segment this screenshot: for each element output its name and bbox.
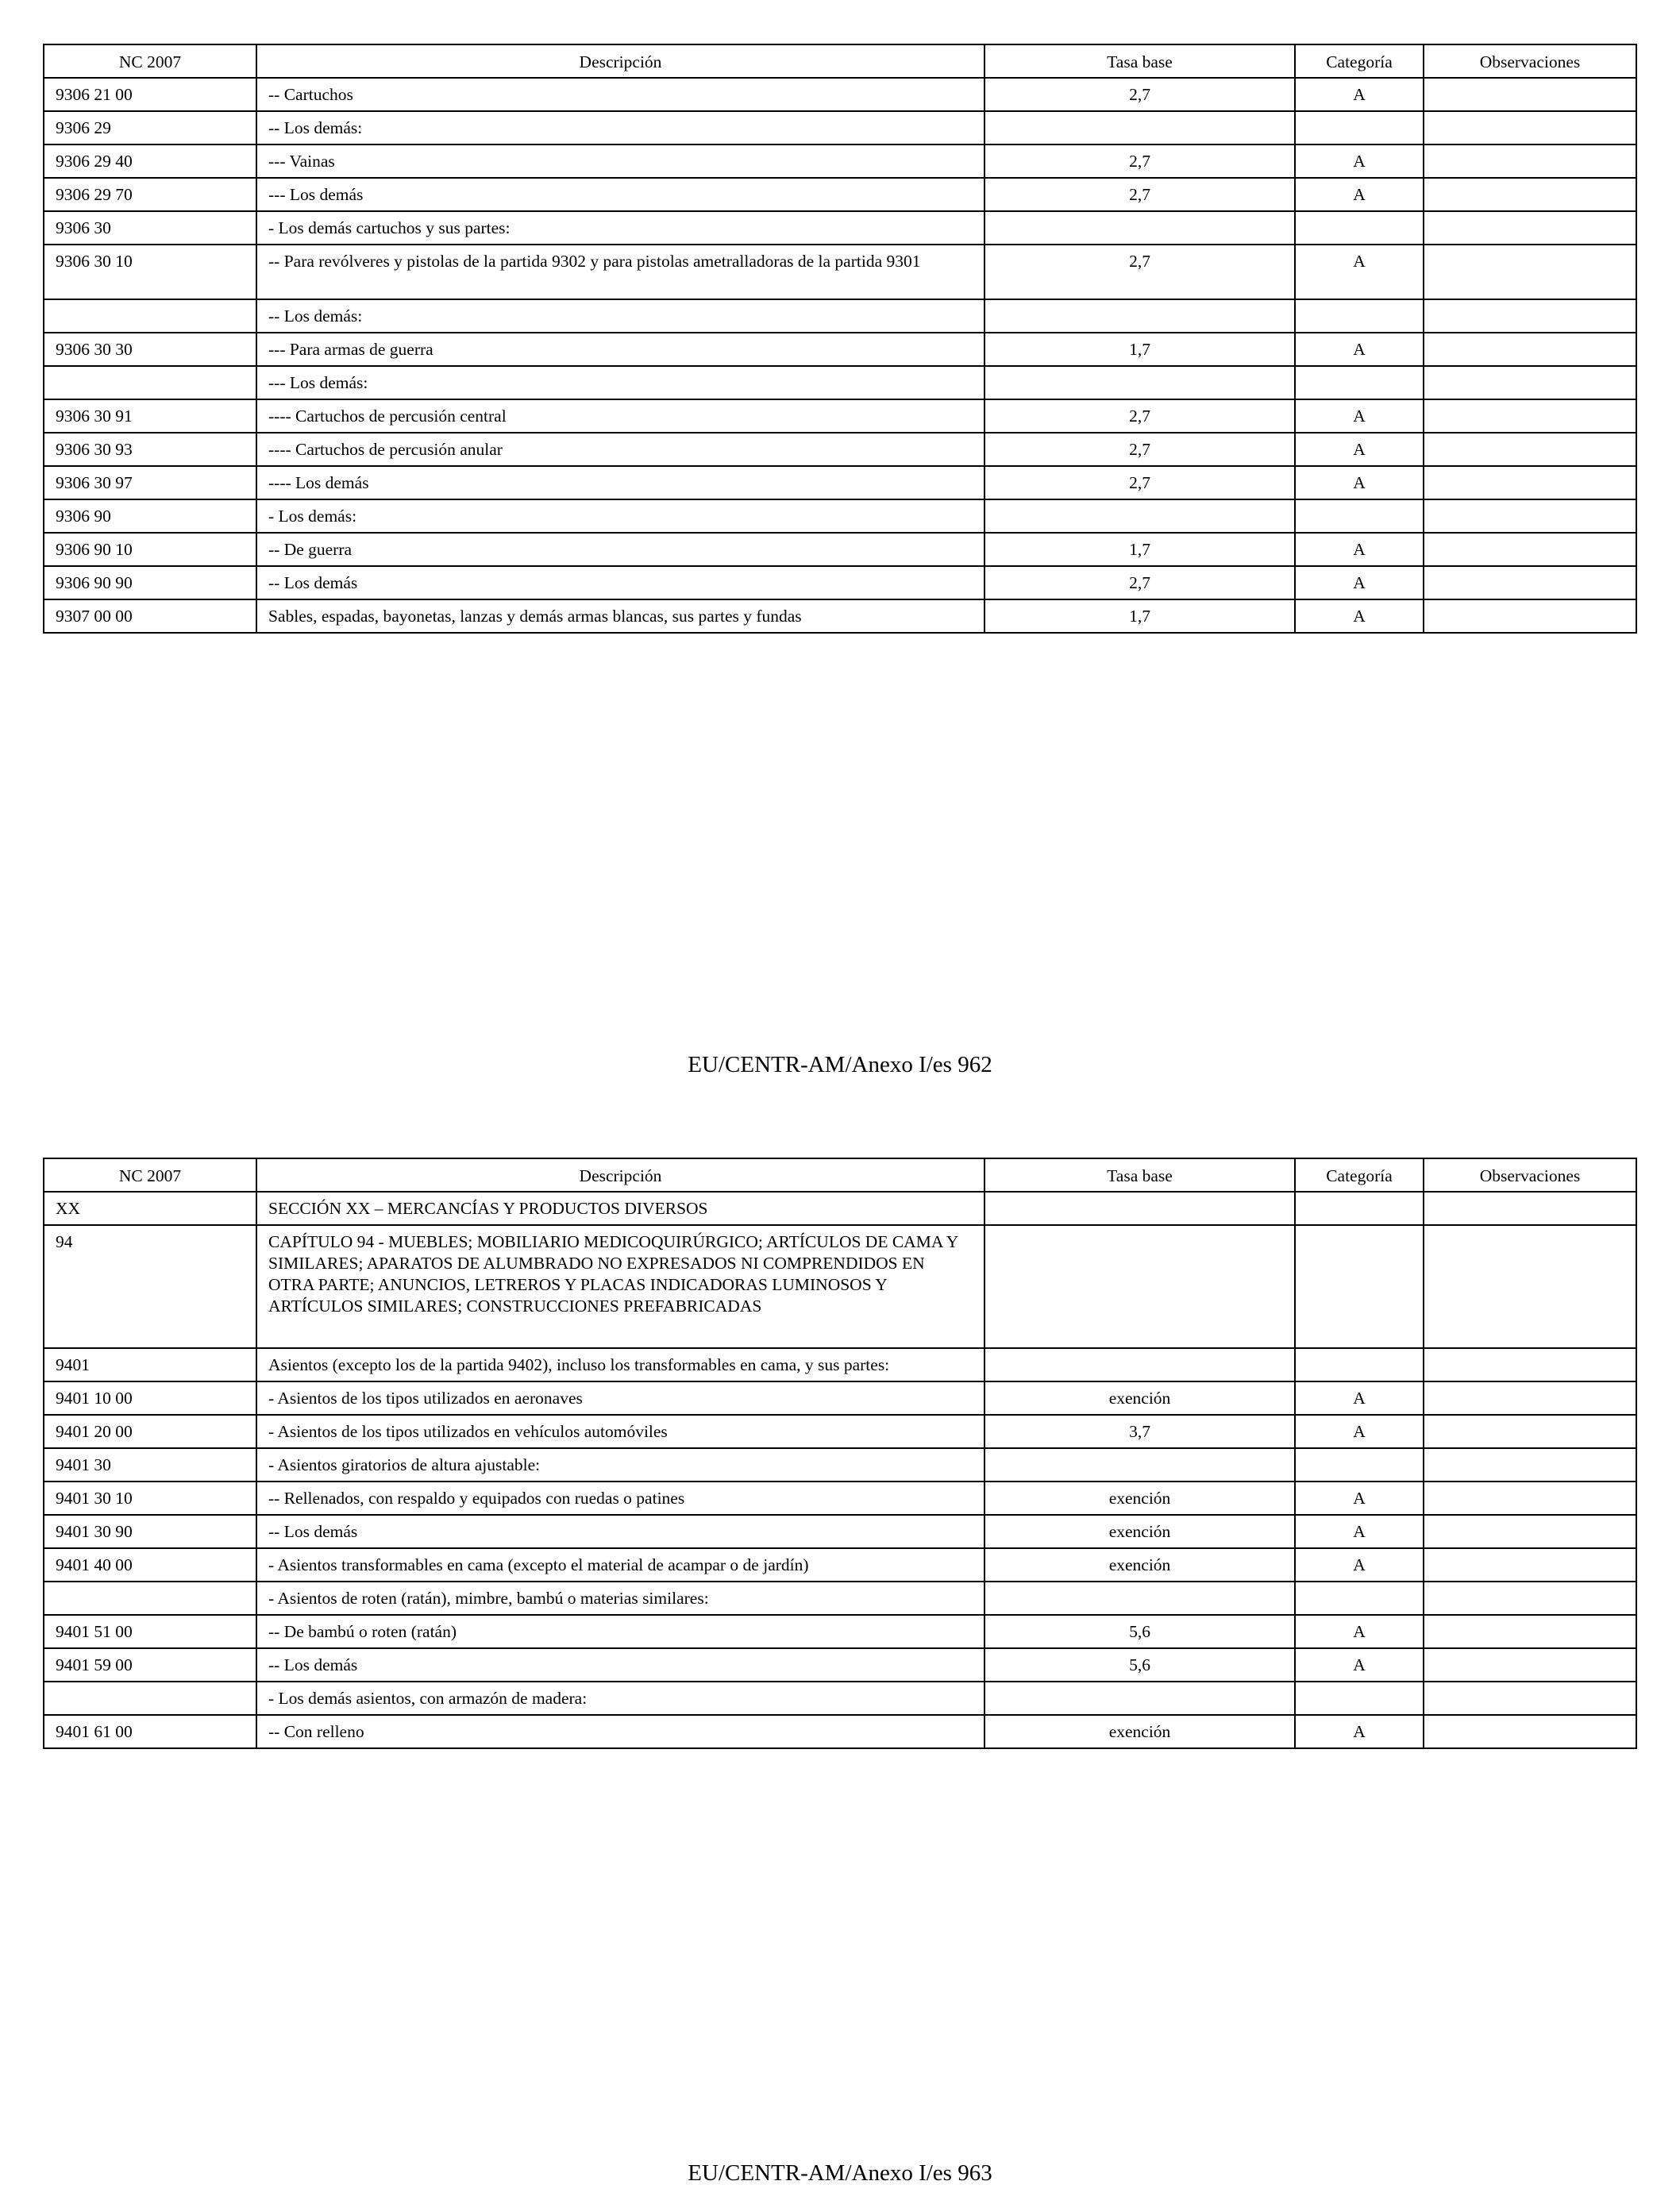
base-rate-cell: 2,7 (984, 566, 1295, 599)
base-rate-cell: 5,6 (984, 1648, 1295, 1682)
header-description: Descripción (256, 1158, 984, 1192)
category-cell: A (1295, 144, 1424, 178)
description-cell: -- De bambú o roten (ratán) (256, 1615, 984, 1648)
base-rate-cell: 2,7 (984, 399, 1295, 433)
header-code: NC 2007 (44, 1158, 256, 1192)
base-rate-cell (984, 1348, 1295, 1381)
description-cell: -- Los demás: (256, 299, 984, 333)
description-cell: -- Los demás: (256, 111, 984, 144)
description-cell: SECCIÓN XX – MERCANCÍAS Y PRODUCTOS DIVERSOS (256, 1192, 984, 1225)
category-cell (1295, 499, 1424, 533)
category-cell: A (1295, 1415, 1424, 1448)
code-cell: 9401 59 00 (44, 1648, 256, 1682)
table-row (44, 499, 1636, 533)
remarks-cell (1424, 144, 1636, 178)
code-cell: 9306 30 97 (44, 466, 256, 499)
remarks-cell (1424, 111, 1636, 144)
header-category: Categoría (1295, 1158, 1424, 1192)
remarks-cell (1424, 1225, 1636, 1348)
table-row (44, 466, 1636, 499)
code-cell: 9306 30 91 (44, 399, 256, 433)
table-row (44, 599, 1636, 633)
remarks-cell (1424, 1548, 1636, 1582)
base-rate-cell: 5,6 (984, 1615, 1295, 1648)
description-cell: -- Cartuchos (256, 78, 984, 111)
code-cell: 9307 00 00 (44, 599, 256, 633)
description-cell: CAPÍTULO 94 - MUEBLES; MOBILIARIO MEDICOQUIRÚRGICO; ARTÍCULOS DE CAMA Y SIMILARES; APARATOS DE ALUMBRADO NO EXPRESADOS NI COMPRENDIDOS EN OTRA PARTE; ANUNCIOS, LETREROS Y PLACAS INDICADORAS LUMINOSOS Y ARTÍCULOS SIMILARES; CONSTRUCCIONES PREFABRICADAS (256, 1225, 984, 1348)
category-cell (1295, 1682, 1424, 1715)
description-cell: ---- Cartuchos de percusión central (256, 399, 984, 433)
code-cell: XX (44, 1192, 256, 1225)
description-cell: --- Para armas de guerra (256, 333, 984, 366)
category-cell (1295, 211, 1424, 245)
category-cell: A (1295, 433, 1424, 466)
code-cell: 9401 10 00 (44, 1381, 256, 1415)
base-rate-cell (984, 1225, 1295, 1348)
table-row (44, 433, 1636, 466)
code-cell: 9401 40 00 (44, 1548, 256, 1582)
description-cell: --- Vainas (256, 144, 984, 178)
page-footer-962: EU/CENTR-AM/Anexo I/es 962 (688, 1052, 992, 1077)
category-cell (1295, 299, 1424, 333)
remarks-cell (1424, 1682, 1636, 1715)
category-cell: A (1295, 466, 1424, 499)
remarks-cell (1424, 333, 1636, 366)
base-rate-cell (984, 499, 1295, 533)
base-rate-cell (984, 1582, 1295, 1615)
code-cell: 9306 29 40 (44, 144, 256, 178)
description-cell: -- Los demás (256, 1648, 984, 1682)
base-rate-cell (984, 1192, 1295, 1225)
tariff-table-page-962 (43, 44, 1637, 634)
table-row (44, 1348, 1636, 1381)
code-cell: 9306 30 (44, 211, 256, 245)
base-rate-cell: 1,7 (984, 533, 1295, 566)
table-row (44, 178, 1636, 211)
description-cell: - Asientos de los tipos utilizados en aeronaves (256, 1381, 984, 1415)
description-cell: --- Los demás (256, 178, 984, 211)
description-cell: - Asientos giratorios de altura ajustable: (256, 1448, 984, 1482)
header-remarks: Observaciones (1424, 1158, 1636, 1192)
description-cell: - Los demás: (256, 499, 984, 533)
base-rate-cell (984, 299, 1295, 333)
remarks-cell (1424, 1381, 1636, 1415)
table-row (44, 533, 1636, 566)
code-cell: 9401 20 00 (44, 1415, 256, 1448)
category-cell: A (1295, 178, 1424, 211)
base-rate-cell: exención (984, 1548, 1295, 1582)
description-cell: - Asientos de roten (ratán), mimbre, bambú o materias similares: (256, 1582, 984, 1615)
base-rate-cell: 1,7 (984, 599, 1295, 633)
base-rate-cell: 2,7 (984, 245, 1295, 299)
table-row (44, 211, 1636, 245)
category-cell: A (1295, 333, 1424, 366)
table-row (44, 1515, 1636, 1548)
code-cell: 9306 90 10 (44, 533, 256, 566)
description-cell: - Los demás cartuchos y sus partes: (256, 211, 984, 245)
table-row (44, 1615, 1636, 1648)
table-row (44, 1582, 1636, 1615)
base-rate-cell: 2,7 (984, 466, 1295, 499)
table-row (44, 1715, 1636, 1748)
table-row (44, 78, 1636, 111)
description-cell: - Asientos transformables en cama (excepto el material de acampar o de jardín) (256, 1548, 984, 1582)
description-cell: -- Para revólveres y pistolas de la partida 9302 y para pistolas ametralladoras de la partida 9301 (256, 245, 984, 299)
description-cell: -- Los demás (256, 566, 984, 599)
remarks-cell (1424, 466, 1636, 499)
remarks-cell (1424, 433, 1636, 466)
code-cell: 9306 29 (44, 111, 256, 144)
code-cell: 94 (44, 1225, 256, 1348)
category-cell: A (1295, 1381, 1424, 1415)
header-category: Categoría (1295, 44, 1424, 78)
base-rate-cell: 2,7 (984, 178, 1295, 211)
code-cell (44, 366, 256, 399)
category-cell (1295, 111, 1424, 144)
remarks-cell (1424, 1515, 1636, 1548)
table-header-row (44, 44, 1636, 78)
remarks-cell (1424, 533, 1636, 566)
base-rate-cell: 2,7 (984, 78, 1295, 111)
base-rate-cell: exención (984, 1482, 1295, 1515)
header-description: Descripción (256, 44, 984, 78)
description-cell: -- Con relleno (256, 1715, 984, 1748)
base-rate-cell: exención (984, 1515, 1295, 1548)
description-cell: ---- Cartuchos de percusión anular (256, 433, 984, 466)
table-row (44, 1448, 1636, 1482)
code-cell: 9306 90 90 (44, 566, 256, 599)
remarks-cell (1424, 1648, 1636, 1682)
remarks-cell (1424, 1615, 1636, 1648)
category-cell: A (1295, 1615, 1424, 1648)
category-cell (1295, 1192, 1424, 1225)
remarks-cell (1424, 1448, 1636, 1482)
code-cell: 9401 30 90 (44, 1515, 256, 1548)
table-row (44, 399, 1636, 433)
table-row (44, 333, 1636, 366)
remarks-cell (1424, 1582, 1636, 1615)
description-cell: - Asientos de los tipos utilizados en vehículos automóviles (256, 1415, 984, 1448)
remarks-cell (1424, 366, 1636, 399)
category-cell: A (1295, 566, 1424, 599)
table-row (44, 111, 1636, 144)
category-cell (1295, 1225, 1424, 1348)
table-row (44, 144, 1636, 178)
base-rate-cell: 2,7 (984, 144, 1295, 178)
base-rate-cell: 1,7 (984, 333, 1295, 366)
table-row (44, 245, 1636, 299)
table-row (44, 566, 1636, 599)
code-cell (44, 299, 256, 333)
remarks-cell (1424, 1482, 1636, 1515)
category-cell: A (1295, 1482, 1424, 1515)
table-row (44, 299, 1636, 333)
code-cell: 9401 51 00 (44, 1615, 256, 1648)
code-cell: 9401 30 10 (44, 1482, 256, 1515)
remarks-cell (1424, 78, 1636, 111)
category-cell (1295, 1582, 1424, 1615)
category-cell: A (1295, 599, 1424, 633)
header-code: NC 2007 (44, 44, 256, 78)
category-cell: A (1295, 1548, 1424, 1582)
base-rate-cell (984, 111, 1295, 144)
table-row (44, 1682, 1636, 1715)
table-row (44, 1225, 1636, 1348)
category-cell: A (1295, 245, 1424, 299)
base-rate-cell: 3,7 (984, 1415, 1295, 1448)
code-cell: 9306 29 70 (44, 178, 256, 211)
category-cell: A (1295, 1515, 1424, 1548)
code-cell: 9306 21 00 (44, 78, 256, 111)
category-cell: A (1295, 78, 1424, 111)
category-cell: A (1295, 1648, 1424, 1682)
description-cell: -- Los demás (256, 1515, 984, 1548)
table-row (44, 1548, 1636, 1582)
description-cell: Asientos (excepto los de la partida 9402), incluso los transformables en cama, y sus partes: (256, 1348, 984, 1381)
remarks-cell (1424, 245, 1636, 299)
code-cell (44, 1582, 256, 1615)
description-cell: - Los demás asientos, con armazón de madera: (256, 1682, 984, 1715)
code-cell: 9401 61 00 (44, 1715, 256, 1748)
base-rate-cell: exención (984, 1715, 1295, 1748)
code-cell: 9306 30 93 (44, 433, 256, 466)
code-cell: 9401 (44, 1348, 256, 1381)
description-cell: Sables, espadas, bayonetas, lanzas y demás armas blancas, sus partes y fundas (256, 599, 984, 633)
table-row (44, 366, 1636, 399)
remarks-cell (1424, 211, 1636, 245)
remarks-cell (1424, 299, 1636, 333)
remarks-cell (1424, 178, 1636, 211)
remarks-cell (1424, 1192, 1636, 1225)
base-rate-cell: exención (984, 1381, 1295, 1415)
category-cell: A (1295, 1715, 1424, 1748)
description-cell: ---- Los demás (256, 466, 984, 499)
base-rate-cell: 2,7 (984, 433, 1295, 466)
description-cell: --- Los demás: (256, 366, 984, 399)
header-base-rate: Tasa base (984, 44, 1295, 78)
table-row (44, 1415, 1636, 1448)
base-rate-cell (984, 1682, 1295, 1715)
category-cell: A (1295, 399, 1424, 433)
page-footer-963: EU/CENTR-AM/Anexo I/es 963 (688, 2160, 992, 2186)
category-cell (1295, 1348, 1424, 1381)
category-cell (1295, 366, 1424, 399)
remarks-cell (1424, 399, 1636, 433)
table-row (44, 1648, 1636, 1682)
remarks-cell (1424, 599, 1636, 633)
base-rate-cell (984, 366, 1295, 399)
category-cell: A (1295, 533, 1424, 566)
table-row (44, 1381, 1636, 1415)
table-row (44, 1482, 1636, 1515)
code-cell: 9306 90 (44, 499, 256, 533)
code-cell: 9306 30 10 (44, 245, 256, 299)
description-cell: -- De guerra (256, 533, 984, 566)
remarks-cell (1424, 499, 1636, 533)
table-header-row (44, 1158, 1636, 1192)
remarks-cell (1424, 1348, 1636, 1381)
remarks-cell (1424, 1415, 1636, 1448)
code-cell: 9306 30 30 (44, 333, 256, 366)
header-base-rate: Tasa base (984, 1158, 1295, 1192)
base-rate-cell (984, 211, 1295, 245)
remarks-cell (1424, 566, 1636, 599)
table-row (44, 1192, 1636, 1225)
description-cell: -- Rellenados, con respaldo y equipados con ruedas o patines (256, 1482, 984, 1515)
base-rate-cell (984, 1448, 1295, 1482)
code-cell: 9401 30 (44, 1448, 256, 1482)
tariff-table-page-963 (43, 1158, 1637, 1749)
header-remarks: Observaciones (1424, 44, 1636, 78)
remarks-cell (1424, 1715, 1636, 1748)
code-cell (44, 1682, 256, 1715)
category-cell (1295, 1448, 1424, 1482)
